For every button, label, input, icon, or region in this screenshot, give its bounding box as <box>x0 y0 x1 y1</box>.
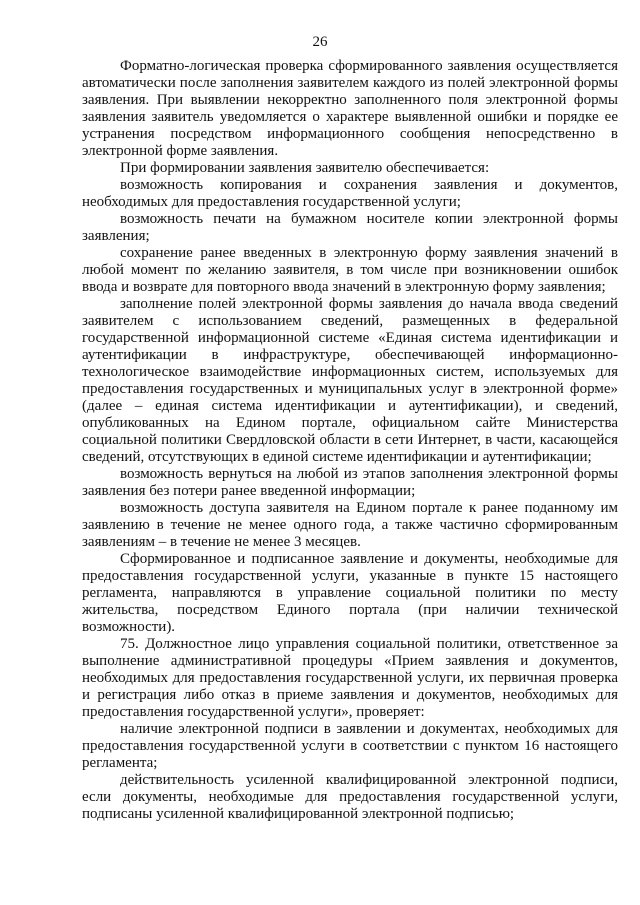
paragraph-clause-75: 75. Должностное лицо управления социальной политики, ответственное за выполнение административной процедуры «Прием заявления и документов, необходимых для предоставления государственной услуги, их первичная проверка и регистрация либо отказ в приеме заявления и документов, необходимых для предоставления государственной услуги», проверяет: <box>82 636 618 720</box>
paragraph-submitted-application: Сформированное и подписанное заявление и документы, необходимые для предоставления государственной услуги, указанные в пункте 15 настоящего регламента, направляются в управление социальной политики по месту жительства, посредством Единого портала (при наличии технической возможности). <box>82 551 618 635</box>
paragraph-signature-presence: наличие электронной подписи в заявлении и документах, необходимых для предоставления государственной услуги в соответствии с пунктом 16 настоящего регламента; <box>82 721 618 771</box>
document-body <box>82 58 618 823</box>
paragraph-format-check: Форматно-логическая проверка сформированного заявления осуществляется автоматически после заполнения заявителем каждого из полей электронной формы заявления. При выявлении некорректно заполненного поля электронной формы заявления заявитель уведомляется о характере выявленной ошибки и порядке ее устранения посредством информационного сообщения непосредственно в электронной форме заявления. <box>82 58 618 159</box>
paragraph-return-stages: возможность вернуться на любой из этапов заполнения электронной формы заявления без потери ранее введенной информации; <box>82 466 618 499</box>
paragraph-access-applications: возможность доступа заявителя на Едином портале к ранее поданному им заявлению в течение не менее одного года, а также частично сформированным заявлениям – в течение не менее 3 месяцев. <box>82 500 618 550</box>
paragraph-save-values: сохранение ранее введенных в электронную форму заявления значений в любой момент по желанию заявителя, в том числе при возникновении ошибок ввода и возврате для повторного ввода значений в электронную форму заявления; <box>82 245 618 295</box>
paragraph-provision-intro: При формировании заявления заявителю обеспечивается: <box>120 160 490 176</box>
paragraph-print: возможность печати на бумажном носителе копии электронной формы заявления; <box>82 211 618 244</box>
page-number: 26 <box>312 34 328 50</box>
paragraph-copy-save: возможность копирования и сохранения заявления и документов, необходимых для предоставления государственной услуги; <box>82 177 618 210</box>
paragraph-fill-fields: заполнение полей электронной формы заявления до начала ввода сведений заявителем с использованием сведений, размещенных в федеральной государственной информационной системе «Единая система идентификации и аутентификации в инфраструктуре, обеспечивающей информационно-технологическое взаимодействие информационных систем, используемых для предоставления государственных и муниципальных услуг в электронной форме» (далее – единая система идентификации и аутентификации), и сведений, опубликованных на Едином портале, официальном сайте Министерства социальной политики Свердловской области в сети Интернет, в части, касающейся сведений, отсутствующих в единой системе идентификации и аутентификации; <box>82 296 618 465</box>
paragraph-signature-validity: действительность усиленной квалифицированной электронной подписи, если документы, необходимые для предоставления государственной услуги, подписаны усиленной квалифицированной электронной подписью; <box>82 772 618 822</box>
